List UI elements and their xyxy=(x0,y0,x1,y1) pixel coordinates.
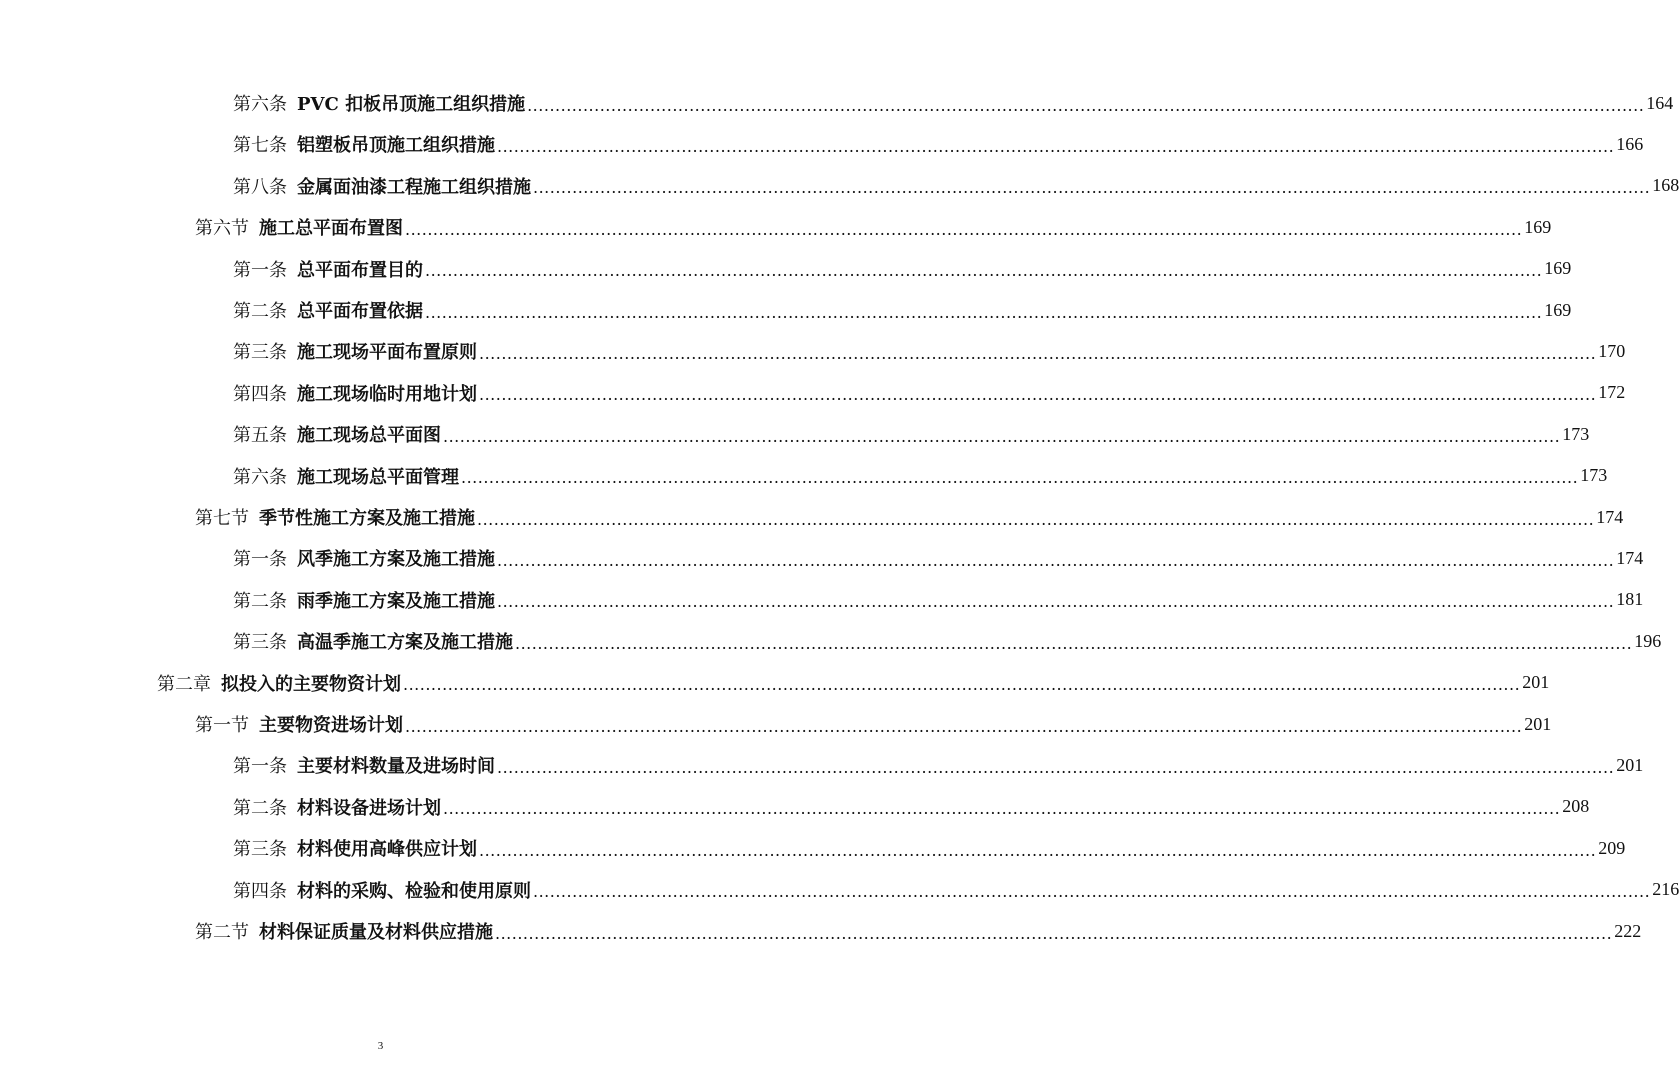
toc-entry-title: 材料的采购、检验和使用原则 xyxy=(297,880,531,902)
toc-entry-number: 第二条 xyxy=(233,590,287,612)
dot-leader: ........................................................................................................................................................................................................ xyxy=(425,261,1543,281)
toc-entry-title: 高温季施工方案及施工措施 xyxy=(297,632,513,654)
toc-entry-page: 174 xyxy=(1596,506,1624,527)
toc-entry-number: 第一节 xyxy=(195,715,249,736)
dot-leader: ........................................................................................................................................................................................................ xyxy=(405,716,1523,736)
dot-leader: ........................................................................................................................................................................................................ xyxy=(497,136,1615,156)
dot-leader: ........................................................................................................................................................................................................ xyxy=(405,219,1523,239)
toc-entry-number: 第一条 xyxy=(233,259,287,281)
toc-entry-title: 施工现场总平面管理 xyxy=(297,466,459,488)
toc-entry-number: 第五条 xyxy=(233,425,287,447)
toc-entry-page: 173 xyxy=(1580,465,1608,486)
toc-entry[interactable] xyxy=(233,295,1572,325)
dot-leader: ........................................................................................................................................................................................................ xyxy=(479,385,1597,405)
toc-entry[interactable] xyxy=(233,378,1626,408)
toc-entry-title: 铝塑板吊顶施工组织措施 xyxy=(297,135,495,157)
toc-entry[interactable] xyxy=(233,129,1644,159)
toc-entry[interactable] xyxy=(195,916,1642,946)
toc-entry-number: 第四条 xyxy=(233,383,287,405)
dot-leader: ........................................................................................................................................................................................................ xyxy=(497,550,1615,570)
toc-entry-title: 施工总平面布置图 xyxy=(259,218,403,240)
toc-entry-title: 总平面布置依据 xyxy=(297,301,423,322)
toc-entry-title: 材料保证质量及材料供应措施 xyxy=(259,922,493,943)
toc-entry[interactable] xyxy=(195,212,1552,242)
toc-entry[interactable] xyxy=(233,336,1626,366)
toc-entry-number: 第七节 xyxy=(195,508,249,529)
toc-entry-page: 209 xyxy=(1598,837,1626,858)
toc-entry[interactable] xyxy=(233,543,1644,573)
toc-entry-title: 风季施工方案及施工措施 xyxy=(297,549,495,571)
toc-entry-page: 169 xyxy=(1544,299,1572,320)
toc-entry-number: 第六条 xyxy=(233,94,287,115)
dot-leader: ........................................................................................................................................................................................................ xyxy=(479,343,1597,363)
toc-entry-number: 第六节 xyxy=(195,218,249,240)
toc-entry-number: 第二条 xyxy=(233,797,287,819)
toc-entry-number: 第二节 xyxy=(195,922,249,943)
dot-leader: ........................................................................................................................................................................................................ xyxy=(495,923,1613,943)
dot-leader: ........................................................................................................................................................................................................ xyxy=(515,633,1633,653)
toc-entry-number: 第一条 xyxy=(233,549,287,571)
dot-leader: ........................................................................................................................................................................................................ xyxy=(533,178,1651,198)
toc-entry-number: 第三条 xyxy=(233,342,287,364)
toc-entry-page: 174 xyxy=(1616,547,1644,568)
toc-entry-page: 196 xyxy=(1634,630,1662,651)
toc-entry[interactable] xyxy=(233,626,1662,656)
toc-entry-title: 主要物资进场计划 xyxy=(259,715,403,736)
toc-entry-number: 第一条 xyxy=(233,756,287,778)
toc-entry-number: 第七条 xyxy=(233,135,287,157)
toc-entry-number: 第四条 xyxy=(233,880,287,902)
toc-entry-number: 第二章 xyxy=(157,673,211,695)
toc-entry[interactable] xyxy=(233,792,1590,822)
toc-entry-page: 208 xyxy=(1562,796,1590,817)
toc-entry-page: 222 xyxy=(1614,920,1642,941)
toc-entry-page: 173 xyxy=(1562,423,1590,444)
page-number: 3 xyxy=(377,1040,384,1052)
toc-entry-page: 164 xyxy=(1646,92,1674,113)
toc-entry-page: 169 xyxy=(1524,216,1552,237)
toc-entry-number: 第六条 xyxy=(233,466,287,488)
toc-entry[interactable] xyxy=(233,585,1644,615)
toc-entry[interactable] xyxy=(157,668,1550,698)
dot-leader: ........................................................................................................................................................................................................ xyxy=(443,426,1561,446)
toc-entry-page: 168 xyxy=(1652,175,1679,196)
dot-leader: ........................................................................................................................................................................................................ xyxy=(403,675,1521,695)
toc-entry-page: 181 xyxy=(1616,589,1644,610)
toc-entry-title: 金属面油漆工程施工组织措施 xyxy=(297,176,531,198)
dot-leader: ........................................................................................................................................................................................................ xyxy=(425,302,1543,322)
toc-entry-page: 201 xyxy=(1524,713,1552,734)
dot-leader: ........................................................................................................................................................................................................ xyxy=(533,882,1651,902)
toc-entry[interactable] xyxy=(233,171,1679,201)
toc-entry[interactable] xyxy=(233,875,1679,905)
toc-entry-page: 216 xyxy=(1652,879,1679,900)
toc-entry[interactable] xyxy=(233,750,1644,780)
toc-entry[interactable] xyxy=(233,88,1674,118)
toc-entry-page: 166 xyxy=(1616,133,1644,154)
dot-leader: ........................................................................................................................................................................................................ xyxy=(443,799,1561,819)
toc-entry-title: 雨季施工方案及施工措施 xyxy=(297,590,495,612)
toc-entry-title: 总平面布置目的 xyxy=(297,259,423,281)
toc-entry-title: 施工现场总平面图 xyxy=(297,425,441,447)
toc-entry[interactable] xyxy=(195,502,1624,532)
toc-entry-title: 拟投入的主要物资计划 xyxy=(221,673,401,695)
toc-entry[interactable] xyxy=(233,833,1626,863)
toc-entry-title: 季节性施工方案及施工措施 xyxy=(259,508,475,529)
dot-leader: ........................................................................................................................................................................................................ xyxy=(527,95,1645,115)
dot-leader: ........................................................................................................................................................................................................ xyxy=(497,757,1615,777)
toc-entry-page: 169 xyxy=(1544,258,1572,279)
toc-entry-number: 第三条 xyxy=(233,839,287,861)
toc-entry[interactable] xyxy=(195,709,1552,739)
toc-entry-number: 第二条 xyxy=(233,301,287,322)
toc-entry-page: 172 xyxy=(1598,382,1626,403)
toc-entry-title: 施工现场临时用地计划 xyxy=(297,383,477,405)
dot-leader: ........................................................................................................................................................................................................ xyxy=(461,468,1579,488)
toc-entry-number: 第三条 xyxy=(233,632,287,654)
dot-leader: ........................................................................................................................................................................................................ xyxy=(477,509,1595,529)
toc-entry[interactable] xyxy=(233,419,1590,449)
toc-entry-page: 201 xyxy=(1616,754,1644,775)
toc-entry-title: 施工现场平面布置原则 xyxy=(297,342,477,364)
toc-entry-title: 材料设备进场计划 xyxy=(297,797,441,819)
toc-entry-title: 主要材料数量及进场时间 xyxy=(297,756,495,778)
toc-entry[interactable] xyxy=(233,461,1608,491)
toc-entry[interactable] xyxy=(233,254,1572,284)
toc-entry-title: PVC 扣板吊顶施工组织措施 xyxy=(297,94,526,115)
toc-entry-number: 第八条 xyxy=(233,176,287,198)
dot-leader: ........................................................................................................................................................................................................ xyxy=(479,840,1597,860)
dot-leader: ........................................................................................................................................................................................................ xyxy=(497,592,1615,612)
toc-entry-page: 201 xyxy=(1522,672,1550,693)
toc-entry-title: 材料使用高峰供应计划 xyxy=(297,839,477,861)
toc-entry-page: 170 xyxy=(1598,340,1626,361)
